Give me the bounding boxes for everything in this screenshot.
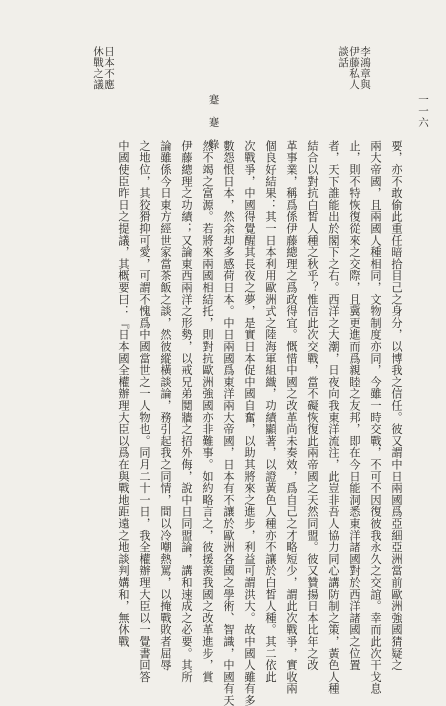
body-column: 止，則不特恢復從來之交際，且冀更進而爲親睦之友邦，即在今日能洞悉東洋諸國對於西洋諸國之位置 (348, 140, 361, 671)
body-column: 論雖係今日東方經世家當茶飯之談，然彼縱橫談論，務引起我之同情，間以冷嘲熱罵，以掩戰敗者屈辱 (159, 140, 172, 671)
body-column: 革事業，稱爲係伊藤總理之爲政得宜。慨惜中國之改革尚未奏效，爲自己之才略短少，謂此次戰爭，實收兩 (285, 140, 298, 695)
side-note-line: 休戰之議 (92, 46, 104, 90)
body-column: 數怨恨日本，然余却多感荷日本。中日兩國爲東洋兩大帝國，日本有不讓於歐洲各國之學術、智識，中國有天 (222, 140, 235, 706)
body-column: 伊藤總理之功績；又論東西兩洋之形勢，以戒兄弟鬩牆之招外侮，說中日同盟論，講和速成之必要。其所 (180, 140, 193, 683)
side-note-line: 伊藤私人 (348, 46, 360, 90)
body-column: 之地位，其狡猾抑可愛，可謂不愧爲中國當世之一人物也。同月二十一日，我全權辦理大臣以一覺書回答 (138, 140, 151, 683)
body-column: 然不竭之富源。若將來兩國相結托，則對抗歐洲強國亦非難事。如約略言之，彼援羨我國之改革進步，賞 (201, 140, 214, 683)
body-column: 結合以對抗白皙人種之秋乎？惟信此次交戰，當不礙恢復此兩帝國之天然同盟。彼又贊揚日本比年之改 (306, 140, 319, 671)
side-note-line: 李鴻章與 (359, 46, 371, 90)
body-column: 者，天下誰能出於閣下之右。西洋之大潮，日夜向我東洋流注，此豈非吾人協力同心講防制之策，黃色人種 (327, 140, 340, 695)
body-column: 兩大帝國，且兩國人種相同，文物制度亦同，今雖一時交戰，不可不因復彼我永久之交誼。幸而此次干戈息 (369, 140, 382, 695)
side-note-line: 日本不應 (103, 46, 115, 90)
body-column: 中國使臣昨日之提議，其概要曰：『日本國全權辦理大臣以爲在與戰地距遠之地談判媾和，無休戰 (117, 140, 130, 648)
side-note-li-ito (337, 46, 370, 90)
body-column: 要，亦不敢偷此重任暗拾目己之身分，以博我之信任。彼又謂中日兩國爲亞細亞洲當前歐洲強國猜疑之 (390, 140, 403, 671)
page-number: 一一六 (417, 94, 429, 129)
side-note-line: 談話 (337, 46, 349, 68)
side-note-japan-hawks (92, 46, 114, 90)
body-column: 個良好結果：其一日本利用歐洲式之陸海軍組織，功績顯著，以證黃色人種亦不讓於白皙人種。其二依此 (264, 140, 277, 683)
running-title: 蹇蹇錄 (207, 94, 220, 162)
body-column: 次戰爭，中國得覺醒其長夜之夢，是實日本促中國自奮，以助其將來之進步，利益可謂洪大。故中國人雖有多 (243, 140, 256, 706)
